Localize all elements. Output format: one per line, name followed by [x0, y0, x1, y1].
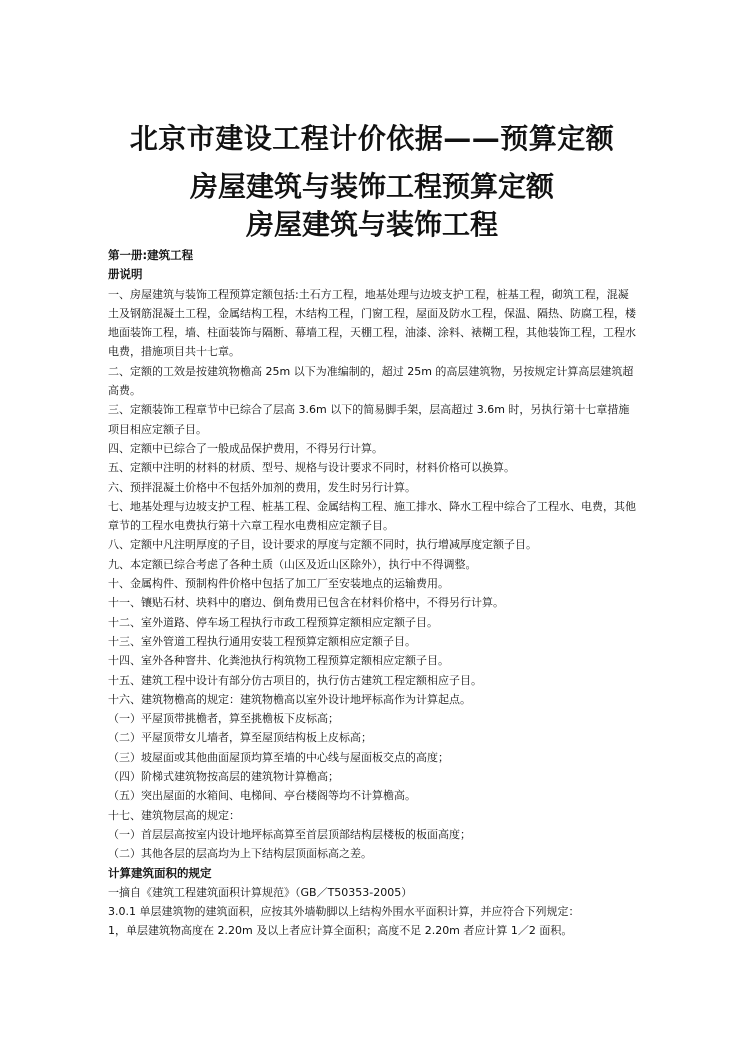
volume-heading: 第一册:建筑工程	[108, 248, 194, 262]
paragraph: 八、定额中凡注明厚度的子目，设计要求的厚度与定额不同时，执行增减厚度定额子目。	[108, 538, 537, 552]
explain-heading: 册说明	[108, 267, 143, 282]
sub-title-2: 房屋建筑与装饰工程	[245, 208, 498, 241]
paragraph: （二）平屋顶带女儿墙者，算至屋顶结构板上皮标高；	[108, 731, 372, 745]
title-block	[0, 122, 744, 242]
paragraph: （三）坡屋面或其他曲面屋顶均算至墙的中心线与屋面板交点的高度；	[108, 750, 449, 764]
paragraph: 十六、建筑物檐高的规定：建筑物檐高以室外设计地坪标高作为计算起点。	[108, 692, 471, 706]
document-body	[108, 246, 638, 941]
paragraph: （二）其他各层的层高均为上下结构层顶面标高之差。	[108, 847, 372, 861]
paragraph: （五）突出屋面的水箱间、电梯间、亭台楼阁等均不计算檐高。	[108, 789, 416, 803]
area-heading: 计算建筑面积的规定	[108, 865, 212, 880]
paragraph: 七、地基处理与边坡支护工程、桩基工程、金属结构工程、施工排水、降水工程中综合了工程水、电费，其他章节的工程水电费执行第十六章工程水电费相应定额子目。	[108, 499, 636, 533]
paragraph: 五、定额中注明的材料的材质、型号、规格与设计要求不同时，材料价格可以换算。	[108, 461, 515, 475]
paragraph: 十三、室外管道工程执行通用安装工程预算定额相应定额子目。	[108, 634, 416, 648]
paragraph: （四）阶梯式建筑物按高层的建筑物计算檐高；	[108, 770, 339, 784]
paragraph: （一）首层层高按室内设计地坪标高算至首层顶部结构层楼板的板面高度；	[108, 827, 471, 841]
paragraph: 二、定额的工效是按建筑物檐高 25m 以下为准编制的，超过 25m 的高层建筑物，另按规定计算高层建筑超高费。	[108, 364, 634, 398]
paragraph: （一）平屋顶带挑檐者，算至挑檐板下皮标高；	[108, 712, 339, 726]
paragraph: 一、房屋建筑与装饰工程预算定额包括:土石方工程，地基处理与边坡支护工程，桩基工程，砌筑工程，混凝土及钢筋混凝土工程，金属结构工程，木结构工程，门窗工程，屋面及防水工程，保温、隔热、防腐工程，楼地面装饰工程，墙、柱面装饰与隔断、幕墙工程，天棚工程，油漆、涂料、裱糊工程，其他装饰工程，工程水电费，措施项目共十七章。	[108, 287, 636, 359]
paragraph: 十二、室外道路、停车场工程执行市政工程预算定额相应定额子目。	[108, 615, 438, 629]
sub-title: 房屋建筑与装饰工程预算定额	[189, 170, 554, 203]
paragraph: 十、金属构件、预制构件价格中包括了加工厂至安装地点的运输费用。	[108, 577, 449, 591]
paragraph: 十五、建筑工程中设计有部分仿古项目的，执行仿古建筑工程定额相应子目。	[108, 673, 482, 687]
paragraph: 1，单层建筑物高度在 2.20m 及以上者应计算全面积；高度不足 2.20m 者应计算 1／2 面积。	[108, 924, 573, 938]
paragraph: 3.0.1 单层建筑物的建筑面积，应按其外墙勒脚以上结构外围水平面积计算，并应符合下列规定：	[108, 905, 580, 919]
paragraph: 十一、镶贴石材、块料中的磨边、倒角费用已包含在材料价格中，不得另行计算。	[108, 596, 504, 610]
paragraph: 四、定额中已综合了一般成品保护费用，不得另行计算。	[108, 441, 383, 455]
paragraph: 十七、建筑物层高的规定：	[108, 808, 240, 822]
main-title: 北京市建设工程计价依据——预算定额	[129, 122, 615, 155]
paragraph: 十四、室外各种窨井、化粪池执行构筑物工程预算定额相应定额子目。	[108, 654, 449, 668]
paragraph: 六、预拌混凝土价格中不包括外加剂的费用，发生时另行计算。	[108, 480, 416, 494]
paragraph: 一摘自《建筑工程建筑面积计算规范》（GB／T50353-2005）	[108, 885, 413, 899]
paragraph: 九、本定额已综合考虑了各种土质（山区及近山区除外），执行中不得调整。	[108, 557, 477, 571]
paragraph: 三、定额装饰工程章节中已综合了层高 3.6m 以下的简易脚手架，层高超过 3.6m 时，另执行第十七章措施项目相应定额子目。	[108, 403, 630, 436]
